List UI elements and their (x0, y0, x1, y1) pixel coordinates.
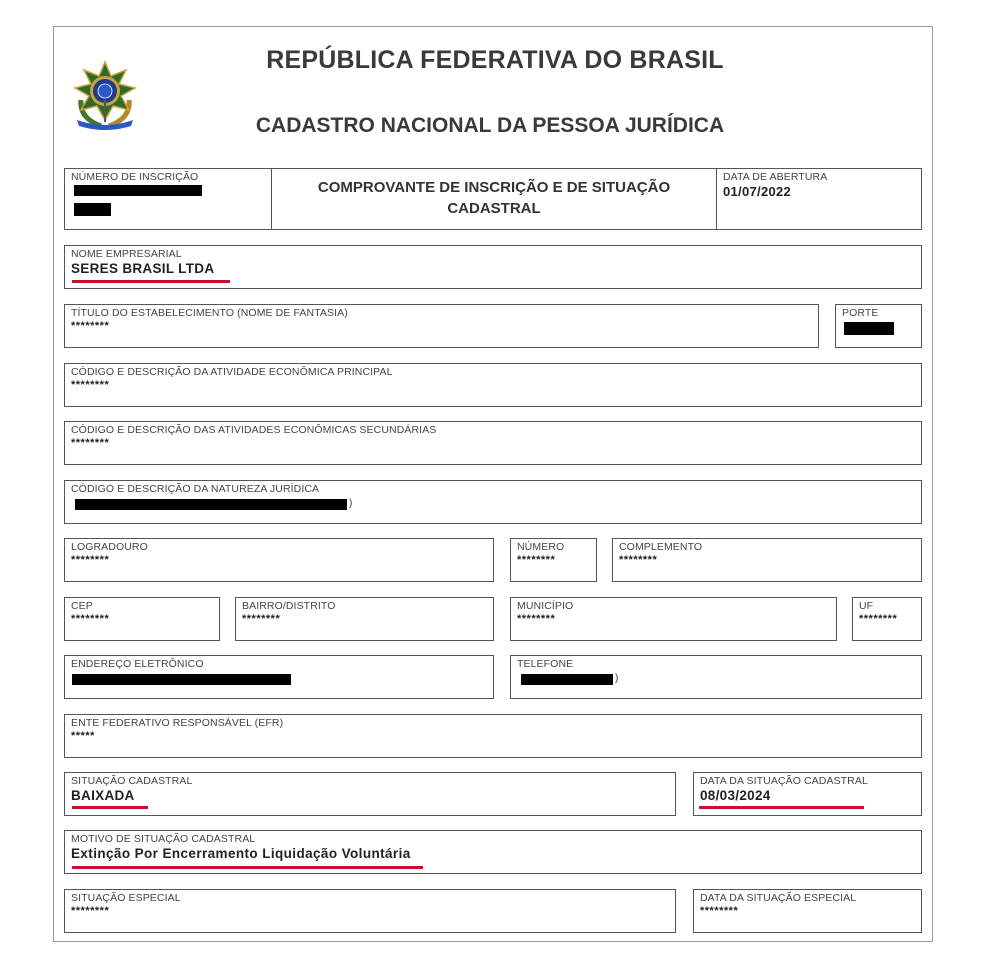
natureza-juridica-box (64, 480, 922, 524)
cep-box (64, 597, 220, 641)
data-abertura-value: 01/07/2022 (723, 184, 792, 199)
highlight-underline (72, 280, 230, 283)
data-situacao-cadastral-label: DATA DA SITUAÇÃO CADASTRAL (700, 775, 868, 787)
numero-inscricao-label: NÚMERO DE INSCRIÇÃO (71, 171, 199, 183)
bairro-box (235, 597, 494, 641)
efr-label: ENTE FEDERATIVO RESPONSÁVEL (EFR) (71, 717, 284, 729)
complemento-value: ******** (619, 554, 658, 566)
cep-value: ******** (71, 613, 110, 625)
efr-value: ***** (71, 730, 95, 742)
titulo-estabelecimento-value: ******** (71, 320, 110, 332)
redacted-block (521, 674, 613, 685)
comprovante-box (271, 168, 717, 230)
uf-label: UF (859, 600, 874, 612)
municipio-value: ******** (517, 613, 556, 625)
telefone-box (510, 655, 922, 699)
numero-inscricao-box (64, 168, 272, 230)
cep-label: CEP (71, 600, 93, 612)
titulo-estabelecimento-label: TÍTULO DO ESTABELECIMENTO (NOME DE FANTASIA) (71, 307, 348, 319)
natureza-juridica-suffix: ) (349, 498, 353, 509)
numero-box (510, 538, 597, 582)
atividades-secundarias-box (64, 421, 922, 465)
atividade-principal-value: ******** (71, 379, 110, 391)
highlight-underline (72, 866, 423, 869)
municipio-box (510, 597, 837, 641)
data-situacao-cadastral-box (693, 772, 922, 816)
redacted-block (74, 203, 111, 216)
data-abertura-label: DATA DE ABERTURA (723, 171, 828, 183)
redacted-block (75, 499, 347, 510)
uf-value: ******** (859, 613, 898, 625)
telefone-suffix: ) (615, 673, 619, 684)
nome-empresarial-label: NOME EMPRESARIAL (71, 248, 182, 260)
situacao-especial-box (64, 889, 676, 933)
comprovante-title-line-2: CADASTRAL (447, 200, 541, 217)
nome-empresarial-value: SERES BRASIL LTDA (71, 261, 215, 276)
logradouro-box (64, 538, 494, 582)
highlight-underline (699, 806, 864, 809)
motivo-situacao-value: Extinção Por Encerramento Liquidação Voluntária (71, 846, 411, 861)
atividade-principal-box (64, 363, 922, 407)
situacao-especial-value: ******** (71, 905, 110, 917)
data-abertura-box (716, 168, 922, 230)
municipio-label: MUNICÍPIO (517, 600, 574, 612)
situacao-cadastral-value: BAIXADA (71, 788, 135, 803)
highlight-underline (72, 806, 148, 809)
efr-box (64, 714, 922, 758)
porte-label: PORTE (842, 307, 879, 319)
numero-label: NÚMERO (517, 541, 565, 553)
redacted-block (72, 674, 291, 685)
uf-box (852, 597, 922, 641)
endereco-eletronico-box (64, 655, 494, 699)
porte-box (835, 304, 922, 348)
bairro-label: BAIRRO/DISTRITO (242, 600, 336, 612)
bairro-value: ******** (242, 613, 281, 625)
page-subtitle: CADASTRO NACIONAL DA PESSOA JURÍDICA (255, 114, 725, 137)
logradouro-value: ******** (71, 554, 110, 566)
data-situacao-especial-label: DATA DA SITUAÇÃO ESPECIAL (700, 892, 857, 904)
endereco-eletronico-label: ENDEREÇO ELETRÔNICO (71, 658, 204, 670)
atividades-secundarias-label: CÓDIGO E DESCRIÇÃO DAS ATIVIDADES ECONÔMICAS SECUNDÁRIAS (71, 424, 437, 436)
data-situacao-especial-box (693, 889, 922, 933)
situacao-cadastral-label: SITUAÇÃO CADASTRAL (71, 775, 193, 787)
page-title: REPÚBLICA FEDERATIVA DO BRASIL (266, 46, 724, 74)
data-situacao-especial-value: ******** (700, 905, 739, 917)
motivo-situacao-label: MOTIVO DE SITUAÇÃO CADASTRAL (71, 833, 256, 845)
comprovante-title (272, 177, 716, 219)
comprovante-title-line-1: COMPROVANTE DE INSCRIÇÃO E DE SITUAÇÃO (317, 179, 671, 196)
situacao-cadastral-box (64, 772, 676, 816)
complemento-box (612, 538, 922, 582)
redacted-block (74, 185, 202, 196)
titulo-estabelecimento-box (64, 304, 819, 348)
complemento-label: COMPLEMENTO (619, 541, 703, 553)
brazil-coat-of-arms-emblem (71, 60, 139, 132)
atividades-secundarias-value: ******** (71, 437, 110, 449)
telefone-label: TELEFONE (517, 658, 574, 670)
numero-value: ******** (517, 554, 556, 566)
logradouro-label: LOGRADOURO (71, 541, 148, 553)
data-situacao-cadastral-value: 08/03/2024 (700, 788, 771, 803)
situacao-especial-label: SITUAÇÃO ESPECIAL (71, 892, 181, 904)
redacted-block (844, 322, 894, 335)
atividade-principal-label: CÓDIGO E DESCRIÇÃO DA ATIVIDADE ECONÔMICA PRINCIPAL (71, 366, 393, 378)
natureza-juridica-label: CÓDIGO E DESCRIÇÃO DA NATUREZA JURÍDICA (71, 483, 320, 495)
